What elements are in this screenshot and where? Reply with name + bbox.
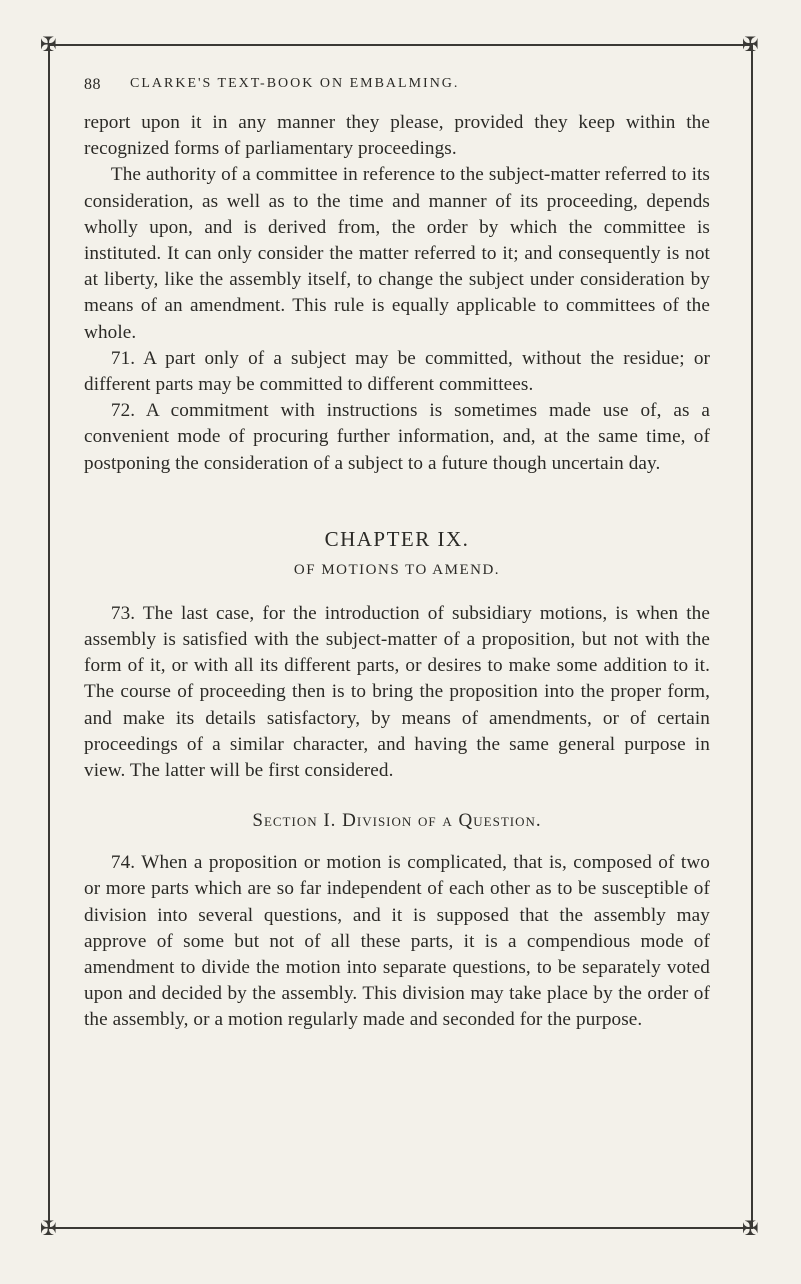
paragraph-continuation: report upon it in any manner they please, provided they keep within the recognized forms of parliamentary proceedings.	[84, 112, 710, 160]
frame-bottom-rule	[48, 1227, 753, 1229]
corner-ornament-top-right-icon: ✠	[742, 32, 759, 56]
frame-left-rule	[48, 44, 50, 1229]
section-title: Section I. Division of a Question.	[252, 810, 542, 832]
frame-right-rule	[751, 44, 753, 1229]
frame-top-rule	[48, 44, 753, 46]
corner-ornament-bottom-left-icon: ✠	[40, 1216, 57, 1240]
paragraph-71: 71. A part only of a subject may be committed, without the residue; or different parts may be committed to different committees.	[84, 347, 710, 396]
corner-ornament-bottom-right-icon: ✠	[742, 1216, 759, 1240]
page-number: 88	[84, 76, 101, 93]
paragraph-73: 73. The last case, for the introduction of subsidiary motions, is when the assembly is satisfied with the subject-matter of a proposition, but not with the form of it, or with all its different parts, or desires to make some addition to it. The course of proceeding then is to bring the proposition into the proper form, and make its details satisfactory, by means of amendments, or of certain proceedings of a similar character, and having the same general purpose in view. The latter will be first considered.	[84, 602, 710, 782]
corner-ornament-top-left-icon: ✠	[40, 32, 57, 56]
paragraph-74: 74. When a proposition or motion is complicated, that is, composed of two or more parts which are so far independent of each other as to be susceptible of division into several questions, and it is supposed that the assembly may approve of some but not of all these parts, it is a compendious mode of amendment to divide the motion into separate questions, to be separately voted upon and decided by the assembly. This division may take place by the order of the assembly, or a motion regularly made and seconded for the purpose.	[84, 852, 710, 1031]
paragraph-72: 72. A commitment with instructions is sometimes made use of, as a convenient mode of procuring further information, and, at the same time, of postponing the consideration of a subject to a future though uncertain day.	[84, 400, 710, 474]
chapter-subtitle: OF MOTIONS TO AMEND.	[293, 561, 501, 578]
chapter-title: CHAPTER IX.	[324, 526, 470, 551]
paragraph-committee-authority: The authority of a committee in reference to the subject-matter referred to its consideration, as well as to the time and manner of its proceeding, depends wholly upon, and is derived from, the order by which the committee is instituted. It can only consider the matter referred to it; and consequently is not at liberty, like the assembly itself, to change the subject under consideration by means of an amendment. This rule is equally applicable to committees of the whole.	[84, 164, 710, 343]
running-head: CLARKE'S TEXT-BOOK ON EMBALMING.	[130, 76, 460, 91]
page-body	[84, 110, 710, 1034]
page-header	[84, 76, 710, 100]
